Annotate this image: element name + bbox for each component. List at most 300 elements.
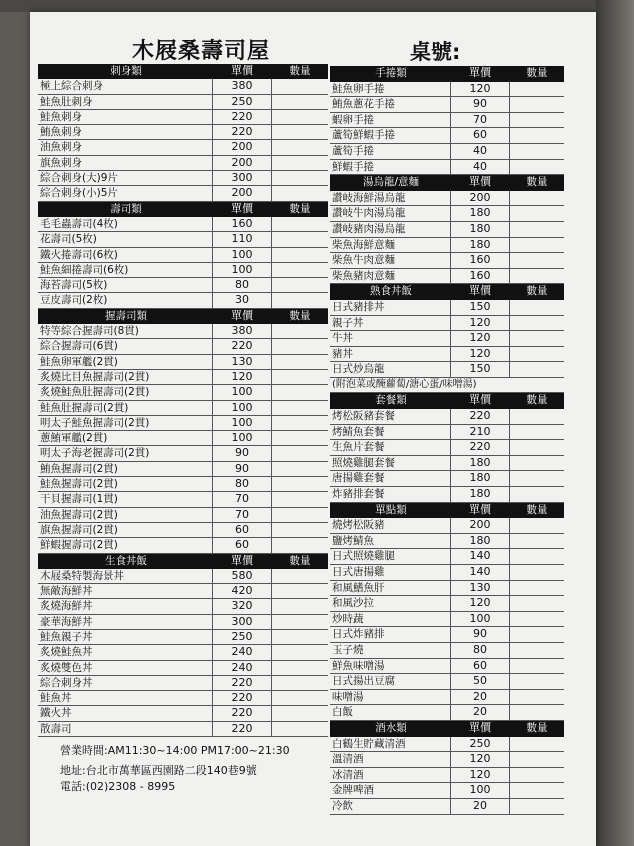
quantity-column-header: 數量 (289, 65, 311, 77)
price-column-header: 單價 (451, 66, 510, 81)
menu-item-price: 100 (213, 431, 272, 445)
menu-item-name: 鮭魚卵軍艦(2貫) (38, 355, 213, 369)
menu-item-name: 毛毛蟲壽司(4枚) (38, 217, 213, 231)
menu-item-row (38, 217, 328, 232)
quantity-box[interactable] (272, 661, 328, 675)
quantity-box[interactable] (272, 416, 328, 430)
quantity-box[interactable] (272, 248, 328, 262)
quantity-box[interactable] (272, 431, 328, 445)
menu-item-price: 220 (213, 125, 272, 139)
menu-item-price: 100 (451, 612, 510, 627)
quantity-box[interactable] (272, 95, 328, 109)
menu-item-row (38, 462, 328, 477)
menu-item-row (330, 456, 564, 472)
quantity-box[interactable] (272, 691, 328, 705)
quantity-box[interactable] (272, 385, 328, 399)
menu-item-price: 80 (451, 643, 510, 658)
quantity-box[interactable] (272, 676, 328, 690)
menu-item-price: 30 (213, 293, 272, 307)
price-column-header: 單價 (451, 721, 510, 736)
quantity-box[interactable] (510, 549, 564, 564)
menu-item-name: 蘆筍手捲 (330, 144, 451, 159)
menu-item-price: 180 (451, 238, 510, 253)
right-menu-column (330, 66, 564, 815)
menu-item-price: 140 (451, 549, 510, 564)
menu-item-price: 110 (213, 232, 272, 246)
menu-item-row (330, 82, 564, 98)
menu-item-price: 100 (213, 401, 272, 415)
menu-item-row (330, 565, 564, 581)
quantity-box[interactable] (510, 518, 564, 533)
quantity-box[interactable] (510, 534, 564, 549)
quantity-box[interactable] (510, 627, 564, 642)
menu-item-name: 白飯 (330, 705, 451, 720)
quantity-box[interactable] (272, 492, 328, 506)
quantity-box[interactable] (510, 269, 564, 284)
menu-item-price: 20 (451, 690, 510, 705)
quantity-box[interactable] (510, 674, 564, 689)
menu-item-row (38, 416, 328, 431)
menu-item-row (38, 446, 328, 461)
menu-item-price: 200 (213, 156, 272, 170)
quantity-box[interactable] (510, 238, 564, 253)
menu-item-name: 豬丼 (330, 347, 451, 362)
menu-item-price: 250 (451, 737, 510, 752)
menu-item-row (330, 269, 564, 285)
menu-item-name: 鮭魚親子丼 (38, 630, 213, 644)
menu-item-price: 220 (213, 722, 272, 736)
menu-item-price: 180 (451, 456, 510, 471)
menu-item-price: 180 (451, 487, 510, 502)
menu-item-name: 綜合握壽司(6貫) (38, 339, 213, 353)
menu-item-name: 豆皮壽司(2枚) (38, 293, 213, 307)
quantity-box[interactable] (272, 171, 328, 185)
menu-item-row (38, 691, 328, 706)
menu-item-name: 烤松阪豬套餐 (330, 409, 451, 424)
menu-item-name: 燒烤松阪豬 (330, 518, 451, 533)
menu-item-name: 和風沙拉 (330, 596, 451, 611)
section-header (38, 64, 328, 79)
menu-item-price: 220 (213, 691, 272, 705)
menu-item-row (330, 612, 564, 628)
quantity-box[interactable] (272, 125, 328, 139)
menu-item-row (38, 125, 328, 140)
menu-item-row (330, 222, 564, 238)
menu-item-name: 綜合刺身(大)9片 (38, 171, 213, 185)
section-title: 套餐類 (330, 393, 451, 408)
menu-item-row (330, 549, 564, 565)
quantity-box[interactable] (510, 705, 564, 720)
menu-item-name: 鮭魚丼 (38, 691, 213, 705)
quantity-box[interactable] (272, 355, 328, 369)
menu-item-row (330, 160, 564, 176)
menu-item-row (330, 128, 564, 144)
quantity-box[interactable] (510, 799, 564, 814)
price-column-header: 單價 (451, 503, 510, 518)
quantity-box[interactable] (510, 144, 564, 159)
menu-item-name: 牛丼 (330, 331, 451, 346)
quantity-box[interactable] (510, 206, 564, 221)
menu-item-price: 120 (451, 82, 510, 97)
menu-item-name: 炙燒海鮮丼 (38, 599, 213, 613)
left-menu-column (38, 64, 328, 737)
section-title: 酒水類 (330, 721, 451, 736)
menu-item-price: 160 (213, 217, 272, 231)
quantity-box[interactable] (510, 596, 564, 611)
quantity-box[interactable] (510, 253, 564, 268)
menu-item-price: 420 (213, 584, 272, 598)
menu-item-price: 40 (451, 160, 510, 175)
menu-item-name: 旗魚握壽司(2貫) (38, 523, 213, 537)
section-title: 湯烏龍/意麵 (330, 175, 451, 190)
quantity-box[interactable] (510, 331, 564, 346)
menu-item-price: 200 (213, 140, 272, 154)
menu-item-price: 220 (213, 110, 272, 124)
quantity-box[interactable] (510, 191, 564, 206)
menu-item-row (330, 659, 564, 675)
menu-item-name: 鮮蝦手捲 (330, 160, 451, 175)
quantity-column-header: 數量 (526, 176, 548, 189)
menu-item-name: 蘆筍鮮蝦手捲 (330, 128, 451, 143)
quantity-box[interactable] (510, 752, 564, 767)
menu-item-row (38, 171, 328, 186)
menu-item-row (330, 596, 564, 612)
menu-item-name: 鮪魚握壽司(2貫) (38, 462, 213, 476)
quantity-box[interactable] (272, 706, 328, 720)
address: 地址:台北市萬華區西園路二段140巷9號 (60, 764, 257, 777)
menu-item-row (330, 144, 564, 160)
menu-item-row (330, 643, 564, 659)
menu-item-price: 120 (451, 347, 510, 362)
price-column-header: 單價 (213, 309, 272, 323)
quantity-box[interactable] (272, 722, 328, 736)
menu-item-price: 320 (213, 599, 272, 613)
section-header (330, 393, 564, 409)
menu-item-name: 炙燒雙色丼 (38, 661, 213, 675)
menu-item-price: 120 (451, 752, 510, 767)
phone-number: 電話:(02)2308 - 8995 (60, 780, 176, 793)
quantity-box[interactable] (510, 643, 564, 658)
menu-item-row (38, 722, 328, 737)
quantity-box[interactable] (510, 316, 564, 331)
menu-item-name: 鮪魚蔥花手捲 (330, 97, 451, 112)
quantity-box[interactable] (272, 462, 328, 476)
menu-item-row (38, 492, 328, 507)
menu-item-name: 綜合刺身(小)5片 (38, 186, 213, 200)
quantity-box[interactable] (272, 232, 328, 246)
section-header (330, 721, 564, 737)
quantity-column-header: 數量 (526, 285, 548, 298)
menu-item-price: 140 (451, 565, 510, 580)
menu-item-row (38, 477, 328, 492)
quantity-box[interactable] (272, 156, 328, 170)
menu-item-name: 白鶴生貯藏清酒 (330, 737, 451, 752)
menu-item-row (38, 140, 328, 155)
price-column-header: 單價 (213, 64, 272, 78)
quantity-box[interactable] (272, 446, 328, 460)
menu-item-price: 150 (451, 300, 510, 315)
menu-item-row (330, 238, 564, 254)
menu-item-price: 100 (213, 385, 272, 399)
menu-item-row (38, 569, 328, 584)
price-column-header: 單價 (451, 175, 510, 190)
quantity-box[interactable] (272, 140, 328, 154)
quantity-column-header: 數量 (289, 554, 311, 567)
menu-item-name: 特等綜合握壽司(8貫) (38, 324, 213, 338)
menu-item-name: 和風鰭魚肝 (330, 581, 451, 596)
menu-item-row (330, 300, 564, 316)
quantity-box[interactable] (510, 160, 564, 175)
quantity-box[interactable] (272, 339, 328, 353)
section-header (330, 66, 564, 82)
menu-item-name: 綜合刺身丼 (38, 676, 213, 690)
section-title: 熟食丼飯 (330, 284, 451, 299)
menu-item-name: 照燒雞腿套餐 (330, 456, 451, 471)
menu-item-name: 鹽烤鯖魚 (330, 534, 451, 549)
menu-item-price: 250 (213, 630, 272, 644)
menu-item-name: 油魚刺身 (38, 140, 213, 154)
quantity-box[interactable] (272, 79, 328, 93)
section-title: 刺身類 (38, 64, 213, 78)
menu-item-row (38, 339, 328, 354)
business-hours: 營業時間:AM11:30~14:00 PM17:00~21:30 (60, 744, 290, 757)
quantity-column-header: 數量 (289, 202, 311, 215)
menu-item-name: 冷飲 (330, 799, 451, 814)
quantity-box[interactable] (272, 523, 328, 537)
menu-item-name: 炒時蔬 (330, 612, 451, 627)
quantity-box[interactable] (510, 222, 564, 237)
menu-item-price: 40 (451, 144, 510, 159)
menu-item-price: 130 (213, 355, 272, 369)
section-title: 單點類 (330, 503, 451, 518)
menu-item-price: 380 (213, 79, 272, 93)
menu-item-name: 鮭魚刺身 (38, 110, 213, 124)
menu-item-row (330, 409, 564, 425)
menu-item-row (38, 156, 328, 171)
menu-item-name: 油魚握壽司(2貫) (38, 508, 213, 522)
menu-item-name: 日式唐揚雞 (330, 565, 451, 580)
quantity-box[interactable] (510, 97, 564, 112)
menu-item-row (38, 431, 328, 446)
menu-item-price: 60 (213, 538, 272, 552)
menu-item-row (38, 186, 328, 201)
menu-item-name: 炸豬排套餐 (330, 487, 451, 502)
menu-item-price: 150 (451, 362, 510, 377)
section-title: 生食丼飯 (38, 554, 213, 568)
menu-item-name: 蔥鮪軍艦(2貫) (38, 431, 213, 445)
menu-item-row (330, 316, 564, 332)
quantity-box[interactable] (510, 768, 564, 783)
menu-item-price: 580 (213, 569, 272, 583)
menu-item-row (330, 362, 564, 378)
menu-item-price: 220 (213, 339, 272, 353)
menu-item-row (330, 331, 564, 347)
quantity-box[interactable] (510, 659, 564, 674)
table-number-label: 桌號: (410, 40, 461, 64)
quantity-box[interactable] (272, 110, 328, 124)
quantity-box[interactable] (510, 690, 564, 705)
menu-item-row (330, 627, 564, 643)
quantity-box[interactable] (272, 584, 328, 598)
menu-item-name: 唐揚雞套餐 (330, 471, 451, 486)
quantity-box[interactable] (272, 569, 328, 583)
menu-item-row (38, 278, 328, 293)
quantity-column-header: 數量 (526, 721, 548, 734)
quantity-box[interactable] (510, 409, 564, 424)
quantity-box[interactable] (510, 362, 564, 377)
quantity-box[interactable] (510, 783, 564, 798)
menu-item-name: 溫清酒 (330, 752, 451, 767)
menu-item-row (38, 370, 328, 385)
menu-item-row (38, 676, 328, 691)
quantity-box[interactable] (510, 581, 564, 596)
quantity-box[interactable] (510, 113, 564, 128)
menu-item-price: 180 (451, 222, 510, 237)
menu-item-row (38, 401, 328, 416)
section-header (38, 309, 328, 324)
background-right (596, 0, 634, 846)
quantity-box[interactable] (272, 186, 328, 200)
menu-item-row (38, 355, 328, 370)
quantity-box[interactable] (272, 615, 328, 629)
menu-item-row (38, 615, 328, 630)
quantity-box[interactable] (510, 471, 564, 486)
menu-item-name: 蝦卵手捲 (330, 113, 451, 128)
menu-item-row (38, 263, 328, 278)
menu-item-name: 金牌啤酒 (330, 783, 451, 798)
quantity-box[interactable] (272, 324, 328, 338)
menu-item-price: 60 (451, 128, 510, 143)
menu-item-row (330, 206, 564, 222)
menu-item-name: 鮮蝦握壽司(2貫) (38, 538, 213, 552)
menu-item-name: 鮭魚肚握壽司(2貫) (38, 401, 213, 415)
menu-item-name: 鮭魚肚刺身 (38, 95, 213, 109)
section-title: 壽司類 (38, 202, 213, 216)
quantity-box[interactable] (272, 370, 328, 384)
menu-item-price: 50 (451, 674, 510, 689)
quantity-box[interactable] (510, 82, 564, 97)
menu-item-row (330, 471, 564, 487)
quantity-box[interactable] (510, 456, 564, 471)
menu-item-row (330, 737, 564, 753)
menu-item-name: 鮭魚卵手捲 (330, 82, 451, 97)
section-header (330, 503, 564, 519)
menu-item-price: 60 (213, 523, 272, 537)
menu-item-row (330, 97, 564, 113)
menu-item-name: 海苔壽司(5枚) (38, 278, 213, 292)
quantity-box[interactable] (510, 300, 564, 315)
menu-item-row (330, 487, 564, 503)
menu-item-row (330, 799, 564, 815)
restaurant-title: 木屐桑壽司屋 (132, 39, 271, 64)
menu-item-price: 200 (451, 518, 510, 533)
menu-item-name: 散壽司 (38, 722, 213, 736)
quantity-box[interactable] (510, 425, 564, 440)
menu-item-row (38, 95, 328, 110)
quantity-box[interactable] (510, 737, 564, 752)
menu-item-row (38, 599, 328, 614)
menu-item-row (330, 440, 564, 456)
menu-item-name: 柴魚牛肉意麵 (330, 253, 451, 268)
section-header (38, 202, 328, 217)
quantity-box[interactable] (272, 538, 328, 552)
menu-item-price: 180 (451, 534, 510, 549)
menu-item-row (330, 191, 564, 207)
menu-item-name: 玉子燒 (330, 643, 451, 658)
quantity-box[interactable] (272, 217, 328, 231)
menu-item-price: 120 (213, 370, 272, 384)
menu-item-price: 220 (451, 409, 510, 424)
menu-item-name: 日式揚出豆腐 (330, 674, 451, 689)
menu-item-row (38, 661, 328, 676)
price-column-header: 單價 (451, 284, 510, 299)
menu-item-price: 200 (451, 191, 510, 206)
menu-item-price: 220 (213, 706, 272, 720)
menu-item-row (38, 232, 328, 247)
quantity-box[interactable] (272, 599, 328, 613)
quantity-box[interactable] (510, 347, 564, 362)
menu-item-price: 130 (451, 581, 510, 596)
menu-item-price: 100 (451, 783, 510, 798)
menu-item-price: 200 (213, 186, 272, 200)
menu-item-name: 讚岐海鮮湯烏龍 (330, 191, 451, 206)
quantity-box[interactable] (272, 293, 328, 307)
menu-item-row (330, 768, 564, 784)
menu-item-row (38, 110, 328, 125)
menu-item-price: 160 (451, 253, 510, 268)
quantity-box[interactable] (272, 645, 328, 659)
quantity-box[interactable] (272, 477, 328, 491)
menu-item-name: 味噌湯 (330, 690, 451, 705)
quantity-box[interactable] (510, 440, 564, 455)
menu-item-name: 讚岐豬肉湯烏龍 (330, 222, 451, 237)
menu-item-name: 日式豬排丼 (330, 300, 451, 315)
menu-item-row (38, 538, 328, 553)
menu-item-row (330, 518, 564, 534)
quantity-box[interactable] (510, 487, 564, 502)
quantity-box[interactable] (272, 630, 328, 644)
section-title: 握壽司類 (38, 309, 213, 323)
menu-item-row (38, 508, 328, 523)
menu-item-name: 炙燒鮭魚丼 (38, 645, 213, 659)
quantity-box[interactable] (272, 278, 328, 292)
menu-item-price: 100 (213, 248, 272, 262)
quantity-column-header: 數量 (526, 67, 548, 79)
menu-item-name: 日式炸豬排 (330, 627, 451, 642)
quantity-box[interactable] (272, 508, 328, 522)
quantity-column-header: 數量 (526, 394, 548, 407)
quantity-box[interactable] (510, 565, 564, 580)
menu-item-price: 300 (213, 615, 272, 629)
menu-item-name: 炙燒比目魚握壽司(2貫) (38, 370, 213, 384)
menu-item-price: 160 (451, 269, 510, 284)
menu-item-price: 70 (213, 508, 272, 522)
menu-item-price: 240 (213, 661, 272, 675)
menu-item-price: 20 (451, 705, 510, 720)
section-header (330, 175, 564, 191)
menu-item-name: 木屐桑特製海景丼 (38, 569, 213, 583)
quantity-box[interactable] (272, 263, 328, 277)
menu-item-name: 生魚片套餐 (330, 440, 451, 455)
quantity-box[interactable] (272, 401, 328, 415)
section-title: 手捲類 (330, 66, 451, 81)
price-column-header: 單價 (213, 554, 272, 568)
menu-item-name: 冰清酒 (330, 768, 451, 783)
quantity-box[interactable] (510, 612, 564, 627)
menu-item-name: 旗魚刺身 (38, 156, 213, 170)
menu-item-row (38, 584, 328, 599)
quantity-box[interactable] (510, 128, 564, 143)
